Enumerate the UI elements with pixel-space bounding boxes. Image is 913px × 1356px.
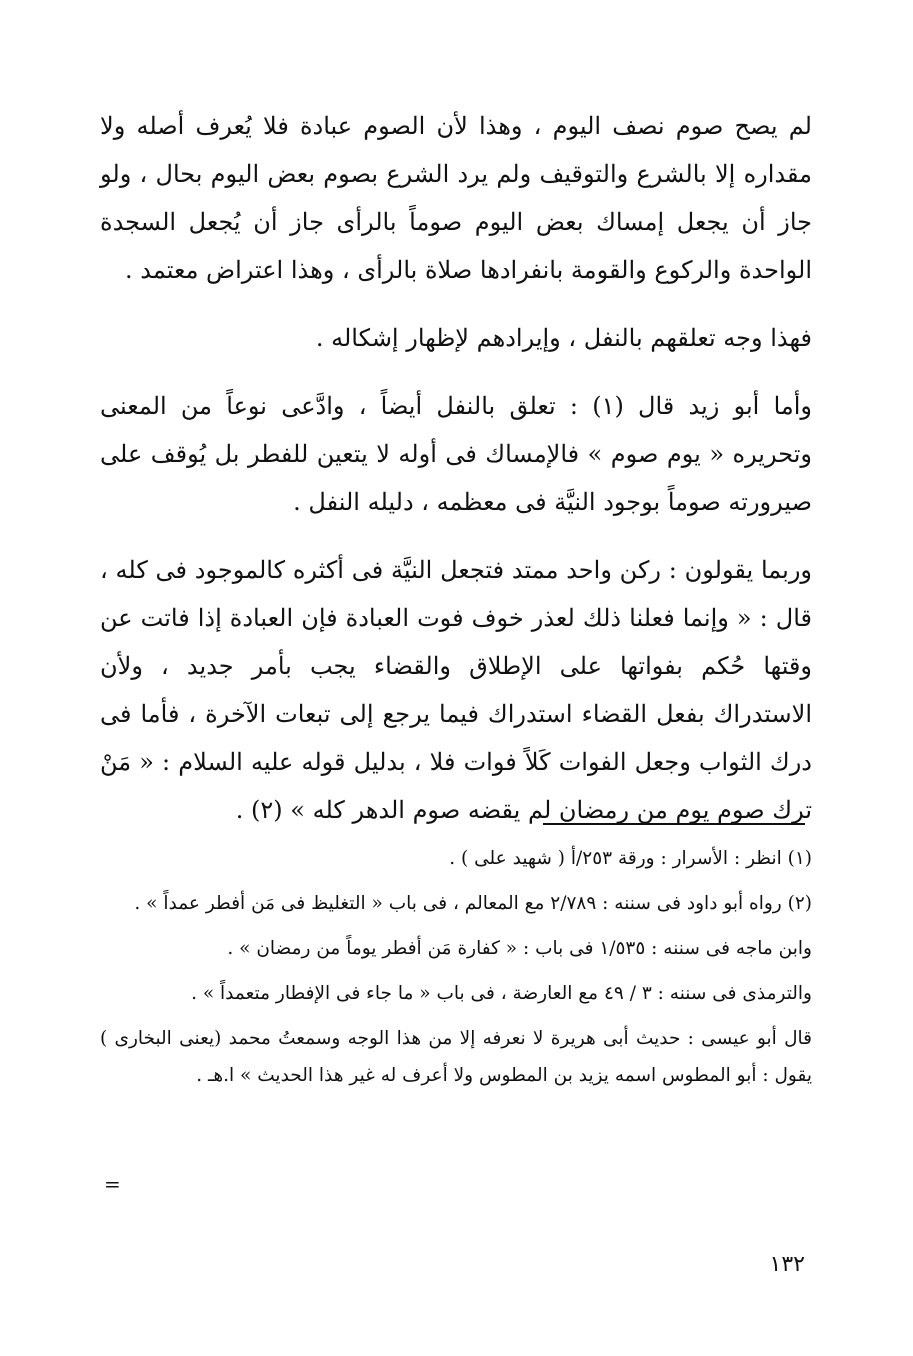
paragraph: وربما يقولون : ركن واحد ممتد فتجعل النيَّة فى أكثره كالموجود فى كله ، قال : « وإنما فعلنا ذلك لعذر خوف فوت العبادة فإن العبادة إذا فاتت عن وقتها حُكم بفواتها على الإطلاق والقضاء يجب بأمر جديد ، ولأن الاستدراك بفعل القضاء استدراك فيما يرجع إلى تبعات الآخرة ، فأما فى درك الثواب وجعل الفوات كَلاً فوات فلا ، بدليل قوله عليه السلام : « مَنْ ترك صوم يوم من رمضان لم يقضه صوم الدهر كله » (٢) . [100, 556, 812, 824]
footnotes [100, 840, 812, 1102]
paragraph: وأما أبو زيد قال (١) : تعلق بالنفل أيضاً ، وادَّعى نوعاً من المعنى وتحريره « يوم صوم » فالإمساك فى أوله لا يتعين للفطر بل يُوقف على صيرورته صوماً بوجود النيَّة فى معظمه ، دليله النفل . [100, 392, 812, 516]
footnote: (١) انظر : الأسرار : ورقة ٢٥٣/أ ( شهيد على ) . [449, 848, 812, 869]
footnote: والترمذى فى سننه : ٣ / ٤٩ مع العارضة ، فى باب « ما جاء فى الإفطار متعمداً » . [191, 983, 812, 1004]
paragraph: فهذا وجه تعلقهم بالنفل ، وإيرادهم لإظهار إشكاله . [315, 324, 812, 352]
footnote: قال أبو عيسى : حديث أبى هريرة لا نعرفه إلا من هذا الوجه وسمعتُ محمد (يعنى البخارى ) يقول : أبو المطوس اسمه يزيد بن المطوس ولا أعرف له غير هذا الحديث » ا.هـ . [100, 1028, 812, 1086]
paragraph: لم يصح صوم نصف اليوم ، وهذا لأن الصوم عبادة فلا يُعرف أصله ولا مقداره إلا بالشرع والتوقيف ولم يرد الشرع بصوم بعض اليوم بحال ، ولو جاز أن يجعل إمساك بعض اليوم صوماً بالرأى جاز أن يُجعل السجدة الواحدة والركوع والقومة بانفرادها صلاة بالرأى ، وهذا اعتراض معتمد . [100, 112, 812, 284]
main-text [100, 102, 812, 854]
footnote-separator [543, 823, 805, 825]
footnote: وابن ماجه فى سننه : ١/٥٣٥ فى باب : « كفارة مَن أفطر يوماً من رمضان » . [227, 938, 812, 959]
footnote: (٢) رواه أبو داود فى سننه : ٢/٧٨٩ مع المعالم ، فى باب « التغليظ فى مَن أفطر عمداً » . [134, 893, 812, 914]
page-number: ١٣٢ [769, 1252, 805, 1277]
continuation-mark: = [104, 1172, 121, 1196]
